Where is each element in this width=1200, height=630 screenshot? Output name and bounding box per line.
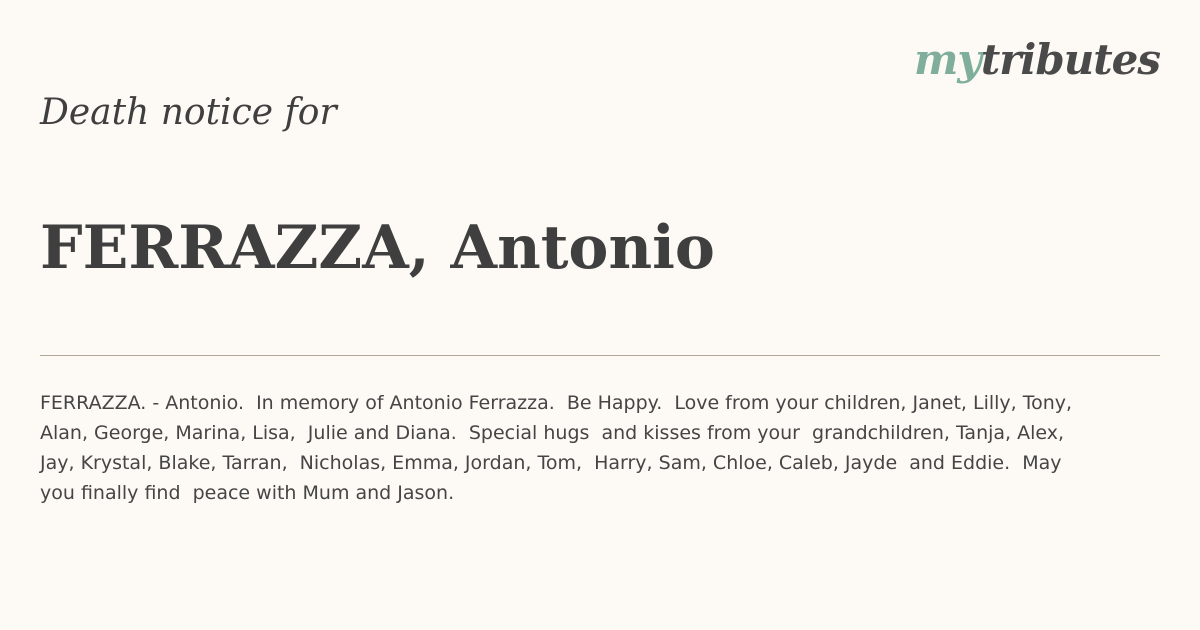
notice-line: Jay, Krystal, Blake, Tarran, Nicholas, Emma, Jordan, Tom, Harry, Sam, Chloe, Caleb, Jayde and Eddie. May (40, 452, 1062, 474)
logo-tributes: tributes (980, 35, 1160, 84)
death-notice-label: Death notice for (40, 92, 337, 133)
notice-line: Alan, George, Marina, Lisa, Julie and Diana. Special hugs and kisses from your grandchildren, Tanja, Alex, (40, 422, 1065, 444)
notice-line: you finally find peace with Mum and Jason. (40, 482, 455, 504)
notice-line: FERRAZZA. - Antonio. In memory of Antonio Ferrazza. Be Happy. Love from your children, Janet, Lilly, Tony, (40, 392, 1073, 414)
deceased-name: FERRAZZA, Antonio (40, 213, 715, 283)
divider (40, 355, 1160, 356)
mytributes-logo[interactable] (914, 30, 1160, 90)
notice-text (40, 388, 1130, 508)
logo-my: my (913, 35, 981, 84)
